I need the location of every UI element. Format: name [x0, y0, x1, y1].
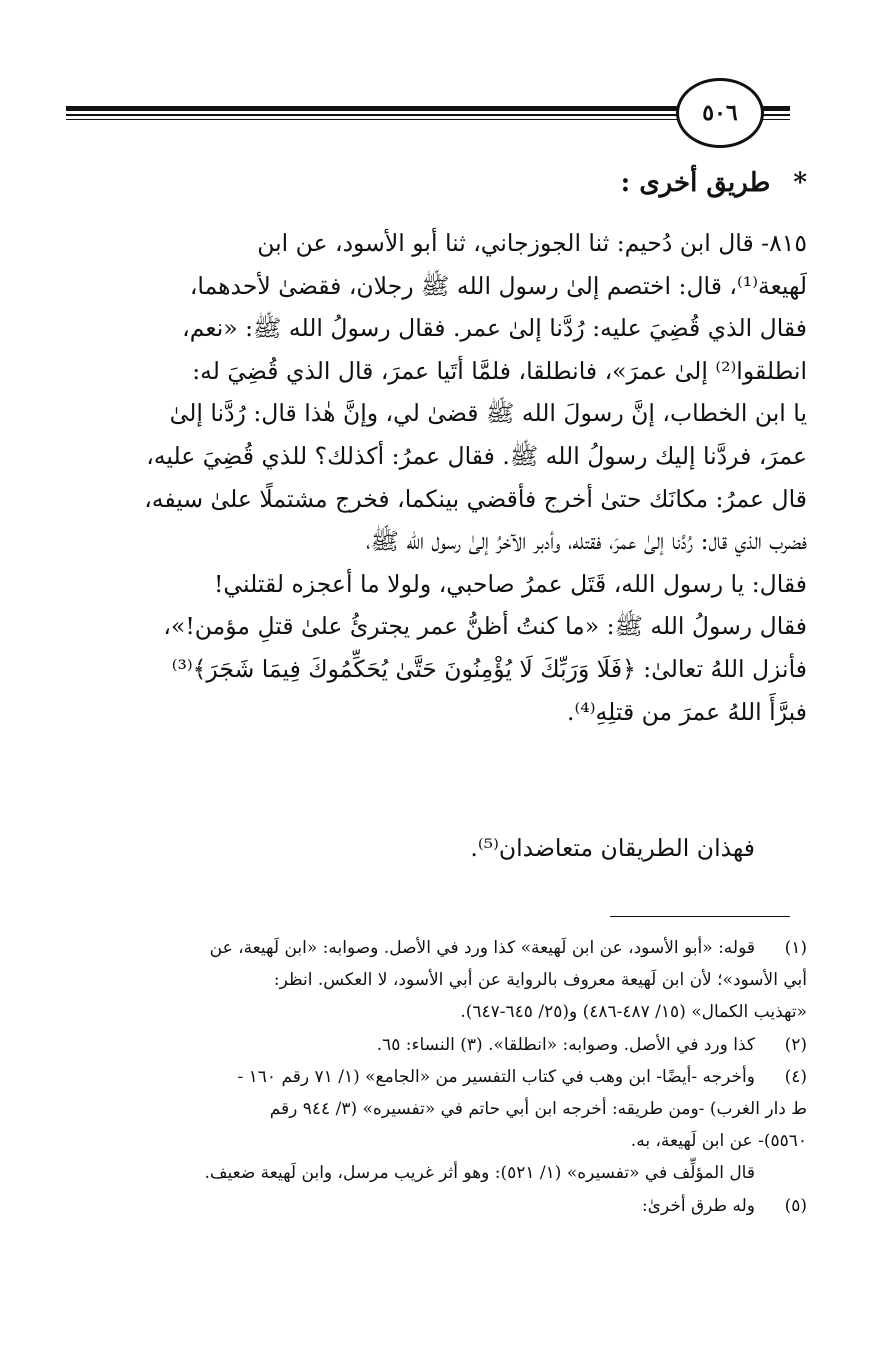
footnote-number: (٤): [784, 1066, 807, 1087]
header-rule: [66, 114, 686, 116]
text-line: فقال: يا رسول الله، قَتَل عمرُ صاحبي، ولولا ما أعجزه لقتلني!: [213, 569, 807, 598]
footnote-number: (١): [784, 938, 807, 958]
footnote-text: وله طرق أخرىٰ:: [641, 1195, 755, 1216]
heading-title: طريق أخرى :: [620, 168, 771, 198]
text-line: يا ابن الخطاب، إنَّ رسولَ الله ﷺ قضىٰ لي، وإنَّ هٰذا قال: رُدَّنا إلىٰ: [169, 399, 807, 428]
page-number-text: ٥٠٦: [702, 100, 738, 126]
text-line: قال عمرُ: مكانَك حتىٰ أخرج فأقضي بينكما، فخرج مشتملًا علىٰ سيفه،: [144, 484, 807, 513]
footnote-line: [65, 1190, 807, 1222]
header-rule: [66, 106, 686, 111]
footnote-text: كذا ورد في الأصل. وصوابه: «انطلقا». (٣) النساء: ٦٥.: [376, 1034, 755, 1055]
main-text: [65, 222, 807, 733]
text-line: ٨١٥- قال ابن دُحيم: ثنا الجوزجاني، ثنا أبو الأسود، عن ابن: [257, 229, 807, 257]
section-heading: [621, 168, 807, 198]
footnote-line: [65, 932, 807, 964]
text-line: فضرب الذي قال: رُدَّنا إلىٰ عمرَ، فقتله، وأدبر الآخرُ إلىٰ رسول الله ﷺ،: [365, 527, 807, 556]
text-line: عمرَ، فردَّنا إليك رسولُ الله ﷺ. فقال عمرُ: أكذلك؟ للذي قُضِيَ عليه،: [146, 441, 807, 470]
text-line: فبرَّأَ اللهُ عمرَ من قتلِهِ⁽⁴⁾.: [567, 697, 807, 726]
footnotes: [65, 932, 807, 1222]
footnote-line: ٥٥٦٠)- عن ابن لَهيعة، به.: [630, 1131, 807, 1152]
star-icon: *: [793, 168, 807, 198]
page-number: [676, 78, 764, 148]
text-line: فقال رسولُ الله ﷺ: «ما كنتُ أظنُّ عمر يجترئُ علىٰ قتلِ مؤمن!»،: [163, 612, 807, 641]
text-line: فأنزل اللهُ تعالىٰ: ﴿فَلَا وَرَبِّكَ لَا يُؤْمِنُونَ حَتَّىٰ يُحَكِّمُوكَ فِيمَا شَجَرَ﴾⁽³⁾: [171, 654, 807, 683]
footnote-line: «تهذيب الكمال» (١٥/ ٤٨٧-٤٨٦) و(٢٥/ ٦٤٥-٦٤٧).: [460, 1002, 807, 1023]
footnote-line: [65, 1061, 807, 1093]
footnote-line: قال المؤلِّف في «تفسيره» (١/ ٥٢١): وهو أثر غريب مرسل، وابن لَهيعة ضعيف.: [204, 1163, 755, 1184]
text-line: لَهيعة⁽¹⁾، قال: اختصم إلىٰ رسول الله ﷺ رجلان، فقضىٰ لأحدهما،: [189, 271, 807, 300]
footnote-number: (٢): [784, 1034, 807, 1055]
text-line: فقال الذي قُضِيَ عليه: رُدَّنا إلىٰ عمر. فقال رسولُ الله ﷺ: «نعم،: [182, 314, 807, 343]
footnote-line: [65, 1029, 807, 1061]
conclusion-line: فهذان الطريقان متعاضدان⁽⁵⁾.: [470, 834, 755, 862]
text-line: انطلقوا⁽²⁾ إلىٰ عمرَ»، فانطلقا، فلمَّا أتَيا عمرَ، قال الذي قُضِيَ له:: [192, 356, 807, 385]
footnote-text: وأخرجه -أيضًا- ابن وهب في كتاب التفسير من «الجامع» (١/ ٧١ رقم ١٦٠ -: [237, 1066, 755, 1087]
footnote-line: أبي الأسود»؛ لأن ابن لَهيعة معروف بالرواية عن أبي الأسود، لا العكس. انظر:: [273, 970, 807, 991]
footnote-line: ط دار الغرب) -ومن طريقه: أخرجه ابن أبي حاتم في «تفسيره» (٣/ ٩٤٤ رقم: [269, 1099, 807, 1120]
header-rule: [66, 119, 686, 120]
footnote-text: قوله: «أبو الأسود، عن ابن لَهيعة» كذا ورد في الأصل. وصوابه: «ابن لَهيعة، عن: [209, 938, 755, 958]
footnote-number: (٥): [784, 1195, 807, 1216]
footnote-separator: [610, 916, 790, 917]
